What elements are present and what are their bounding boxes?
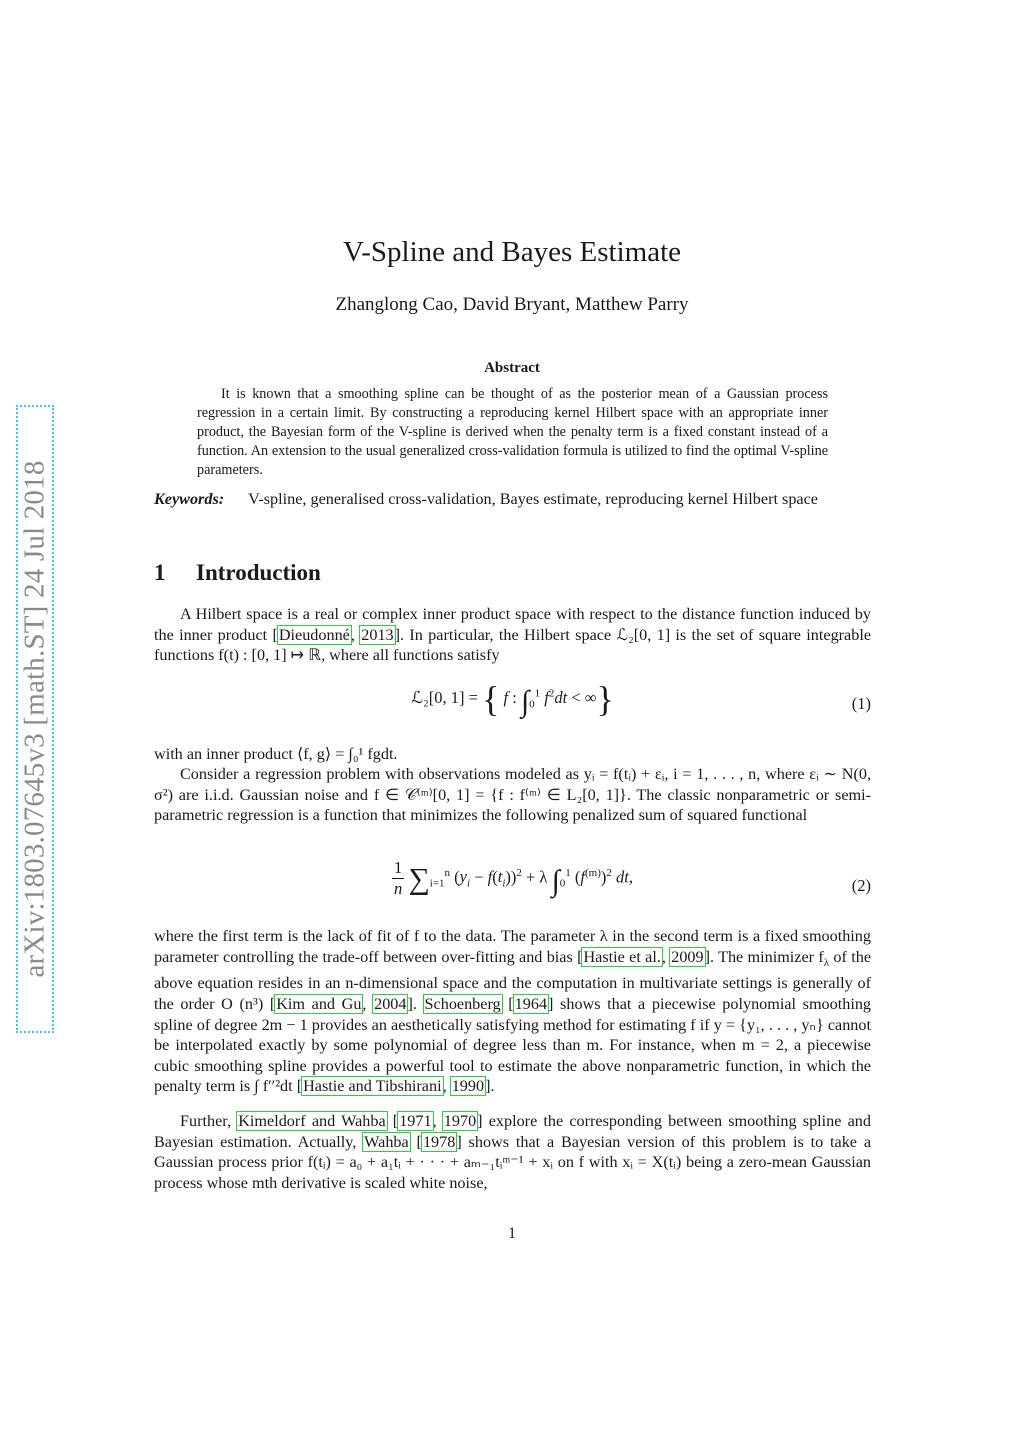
keywords-label: Keywords:	[154, 490, 225, 508]
p4-text-b: ]. The minimizer f	[704, 947, 824, 966]
citation-wahba[interactable]: Wahba	[364, 1132, 409, 1151]
citation-wahba-year[interactable]: 1978	[422, 1132, 456, 1151]
p4-text-f: ].	[485, 1077, 495, 1096]
equation-1: ℒ₂[0, 1] = { f : $\int_0^1$ $f^2dt$ < ∞} (1)	[411, 679, 871, 719]
citation-kimeldorf-wahba-year2[interactable]: 1970	[443, 1112, 477, 1130]
citation-schoenberg[interactable]: Schoenberg	[424, 995, 501, 1014]
equation-2: $\frac{1}{n}$ $\sum_{i=1}^n$ $(y_i - f(t_i))^2 + \lambda$ $\int_0^1$ $(f^{(m)})^2$ dt, (2)	[394, 858, 871, 898]
citation-dieudonne-year[interactable]: 2013	[361, 625, 394, 644]
keywords	[154, 489, 871, 510]
abstract-heading: Abstract	[484, 360, 540, 376]
citation-hastie-year[interactable]: 2009	[671, 947, 704, 966]
citation-kim-gu[interactable]: Kim and Gu	[276, 995, 362, 1014]
citation-hastie-tibshirani-year[interactable]: 1990	[451, 1077, 485, 1096]
section-heading	[154, 560, 321, 586]
arxiv-stamp[interactable]	[16, 405, 54, 1033]
eq2-number: (2)	[851, 876, 871, 895]
citation-kimeldorf-wahba[interactable]: Kimeldorf and Wahba	[238, 1112, 386, 1130]
p1-text-b: ]. In particular, the Hilbert space ℒ₂[0, 1] is the set of square integrable functions f(t) : [0, 1] ↦ ℝ, where all functions satisfy	[154, 625, 872, 665]
paper-title: V-Spline and Bayes Estimate	[342, 236, 682, 268]
eq1-lhs: ℒ₂[0, 1] =	[411, 688, 478, 707]
citation-hastie[interactable]: Hastie et al.	[583, 947, 661, 966]
page-number: 1	[508, 1225, 516, 1242]
citation-hastie-tibshirani[interactable]: Hastie and Tibshirani	[303, 1077, 442, 1096]
p4-text-a: where the first term is the lack of fit of f to the data. The parameter λ in the second term is a fixed smoothing parameter controlling the trade-off between over-fitting and bias [	[154, 927, 871, 966]
authors: Zhanglong Cao, David Bryant, Matthew Parry	[335, 294, 689, 315]
paragraph-4: where the first term is the lack of fit of f to the data. The parameter λ in the second term is a fixed smoothing parameter controlling the trade-off between over-fitting and bias [Hastie et al., 2009]. The minimizer $f_\lambda$ of the above equation resides in an n-dimensional space and the computation in multivariate settings is generally of the order O (n³) [Kim and Gu, 2004]. Schoenberg [1964] shows that a piecewise polynomial smoothing spline of degree 2m − 1 provides an aesthetically satisfying method for estimating f if y = {y₁, . . . , yₙ} cannot be interpolated exactly by some polynomial of degree less than m. For instance, when m = 2, a piecewise cubic smoothing spline provides a powerful tool to estimate the above nonparametric function, in which the penalty term is ∫ f′′²dt [Hastie and Tibshirani, 1990].	[154, 927, 872, 1096]
p5-text-b: explore the corresponding between smoothing spline and Bayesian estimation. Actually,	[154, 1112, 871, 1151]
p4-text-e: shows that a piecewise polynomial smoothing spline of degree 2m − 1 provides an aesthetically satisfying method for estimating f if y = {y₁, . . . , yₙ} cannot be interpolated exactly by some polynomial of degree less than m. For instance, when m = 2, a piecewise cubic smoothing spline provides a powerful tool to estimate the above nonparametric function, in which the penalty term is ∫ f′′²dt [	[154, 995, 872, 1096]
arxiv-identifier[interactable]: arXiv:1803.07645v3 [math.ST] 24 Jul 2018	[18, 460, 51, 978]
p4-text-c: of the above equation resides in an n-dimensional space and the computation in multivariate settings is generally of the order O (n³) [	[154, 947, 872, 1014]
section-number: 1	[154, 560, 166, 585]
citation-schoenberg-year[interactable]: 1964	[514, 995, 548, 1014]
p5-text-a: Further,	[180, 1112, 238, 1130]
paragraph-1: A Hilbert space is a real or complex inner product space with respect to the distance function induced by the inner product [Dieudonné, 2013]. In particular, the Hilbert space ℒ₂[0, 1] is the set of square integrable functions f(t) : [0, 1] ↦ ℝ, where all functions satisfy	[154, 605, 872, 665]
keywords-text: V-spline, generalised cross-validation, Bayes estimate, reproducing kernel Hilbert space	[248, 490, 818, 508]
abstract-text: It is known that a smoothing spline can be thought of as the posterior mean of a Gaussian process regression in a certain limit. By constructing a reproducing kernel Hilbert space with an appropriate inner product, the Bayesian form of the V-spline is derived when the penalty term is a fixed constant instead of a function. An extension to the usual generalized cross-validation formula is utilized to find the optimal V-spline parameters.	[197, 386, 828, 478]
citation-kim-gu-year[interactable]: 2004	[374, 995, 407, 1014]
section-title: Introduction	[196, 560, 321, 585]
paragraph-2: with an inner product ⟨f, g⟩ = ∫₀¹ fgdt.	[154, 745, 398, 763]
eq1-number: (1)	[851, 694, 871, 713]
p1-text-a: A Hilbert space is a real or complex inner product space with respect to the distance function induced by the inner product [	[154, 605, 871, 644]
p5-text-c: shows that a Bayesian version of this problem is to take a Gaussian process prior f(tᵢ) = a₀ + a₁tᵢ + · · · + aₘ₋₁tᵢᵐ⁻¹ + xᵢ on f with xᵢ = X(tᵢ) being a zero-mean Gaussian process whose mth derivative is scaled white noise,	[154, 1132, 872, 1192]
paragraph-3: Consider a regression problem with observations modeled as yᵢ = f(tᵢ) + εᵢ, i = 1, . . . , n, where εᵢ ∼ N(0, σ²) are i.i.d. Gaussian noise and f ∈ 𝒞⁽ᵐ⁾[0, 1] = {f : f⁽ᵐ⁾ ∈ L₂[0, 1]}. The classic nonparametric or semi-parametric regression is a function that minimizes the following penalized sum of squared functional	[154, 765, 871, 825]
citation-dieudonne[interactable]: Dieudonné	[278, 625, 350, 644]
citation-kimeldorf-wahba-year1[interactable]: 1971	[399, 1112, 432, 1130]
paragraph-5: Further, Kimeldorf and Wahba [1971, 1970] explore the corresponding between smoothing spline and Bayesian estimation. Actually, Wahba [1978] shows that a Bayesian version of this problem is to take a Gaussian process prior f(tᵢ) = a₀ + a₁tᵢ + · · · + aₘ₋₁tᵢᵐ⁻¹ + xᵢ on f with xᵢ = X(tᵢ) being a zero-mean Gaussian process whose mth derivative is scaled white noise,	[154, 1112, 872, 1192]
p4-text-d: ].	[407, 995, 424, 1014]
